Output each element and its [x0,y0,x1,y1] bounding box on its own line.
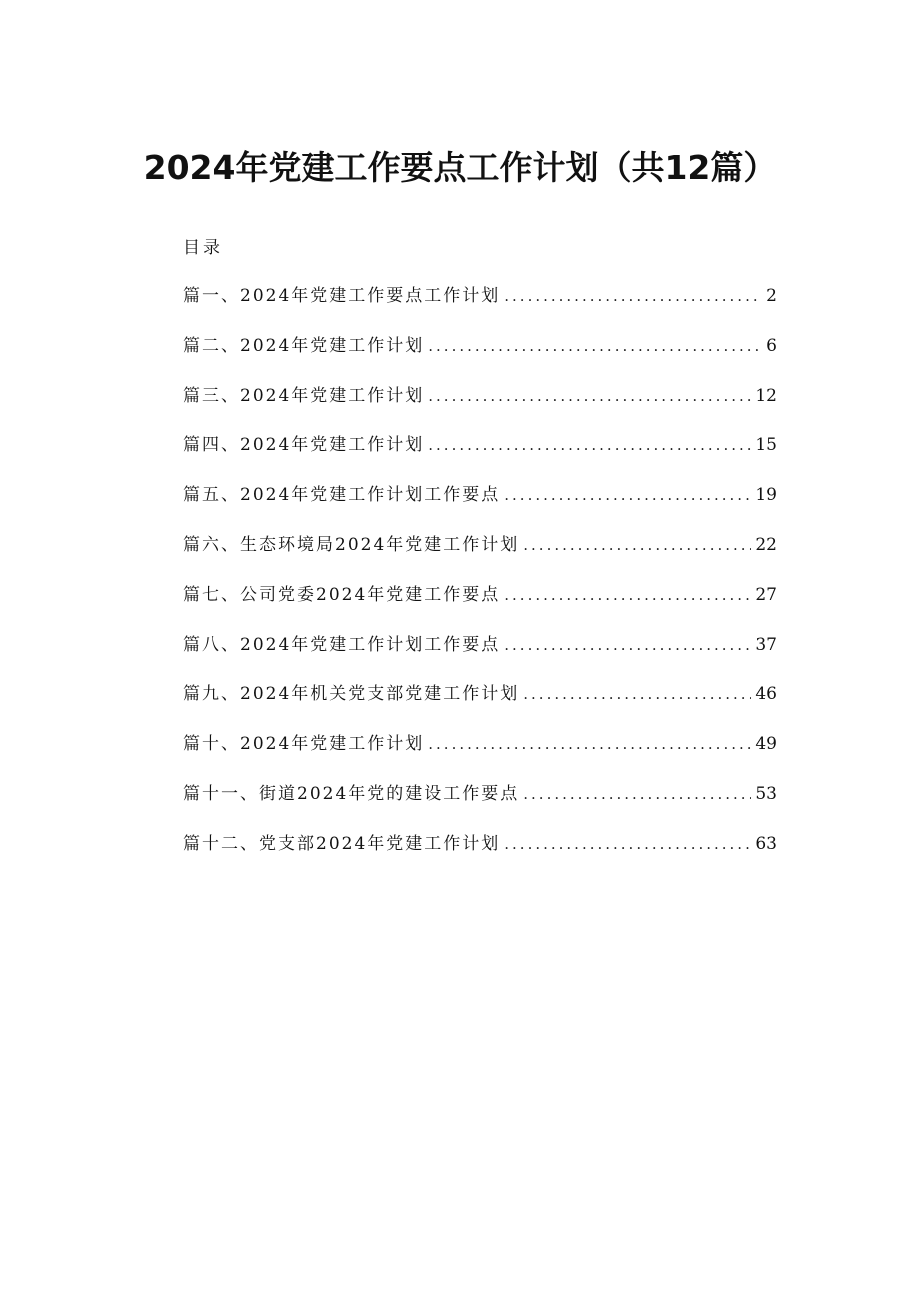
toc-dot-leader [428,333,762,359]
toc-entry-label: 篇六、生态环境局2024年党建工作计划 [183,534,520,555]
toc-entry-10[interactable] [183,731,777,781]
toc-dot-leader [504,831,751,857]
toc-entry-page: 27 [755,584,777,605]
toc-entry-page: 46 [755,684,777,705]
toc-entry-page: 15 [755,435,777,456]
toc-entry-page: 22 [755,534,777,555]
toc-entry-9[interactable] [183,681,777,731]
toc-entry-page: 53 [755,783,777,804]
toc-entry-8[interactable] [183,632,777,682]
toc-entry-page: 12 [755,385,777,406]
toc-entry-label: 篇五、2024年党建工作计划工作要点 [183,485,501,506]
toc-entry-11[interactable] [183,781,777,831]
toc-entry-1[interactable] [183,283,777,333]
toc-entry-page: 2 [766,286,777,306]
toc-dot-leader [428,432,751,458]
toc-entry-label: 篇九、2024年机关党支部党建工作计划 [183,684,520,705]
toc-dot-leader [428,383,751,409]
toc-entry-5[interactable] [183,482,777,532]
toc-entry-12[interactable] [183,831,777,881]
toc-entry-label: 篇二、2024年党建工作计划 [183,335,425,356]
toc-entry-6[interactable] [183,532,777,582]
toc-entry-label: 篇十二、党支部2024年党建工作计划 [183,833,501,854]
toc-dot-leader [428,731,751,757]
toc-entry-7[interactable] [183,582,777,632]
toc-entry-page: 19 [755,485,777,506]
toc-entry-label: 篇三、2024年党建工作计划 [183,385,425,406]
toc-entry-page: 63 [755,833,777,854]
toc-entry-label: 篇十一、街道2024年党的建设工作要点 [183,783,520,804]
toc-entry-label: 篇四、2024年党建工作计划 [183,435,425,456]
toc-entry-3[interactable] [183,383,777,433]
toc-entry-label: 篇一、2024年党建工作要点工作计划 [183,286,501,306]
toc-entry-label: 篇八、2024年党建工作计划工作要点 [183,634,501,655]
toc-entry-label: 篇七、公司党委2024年党建工作要点 [183,584,501,605]
toc-dot-leader [504,283,762,309]
toc-dot-leader [504,582,751,608]
table-of-contents [183,283,777,881]
toc-heading: 目录 [183,238,223,258]
toc-entry-page: 49 [755,734,777,755]
toc-entry-4[interactable] [183,432,777,482]
toc-entry-label: 篇十、2024年党建工作计划 [183,734,425,755]
toc-dot-leader [504,632,751,658]
toc-entry-page: 37 [755,634,777,655]
toc-dot-leader [504,482,751,508]
document-title: 2024年党建工作要点工作计划（共12篇） [143,148,777,187]
toc-dot-leader [523,681,751,707]
toc-entry-2[interactable] [183,333,777,383]
toc-dot-leader [523,781,751,807]
toc-entry-page: 6 [766,335,777,356]
toc-dot-leader [523,532,751,558]
